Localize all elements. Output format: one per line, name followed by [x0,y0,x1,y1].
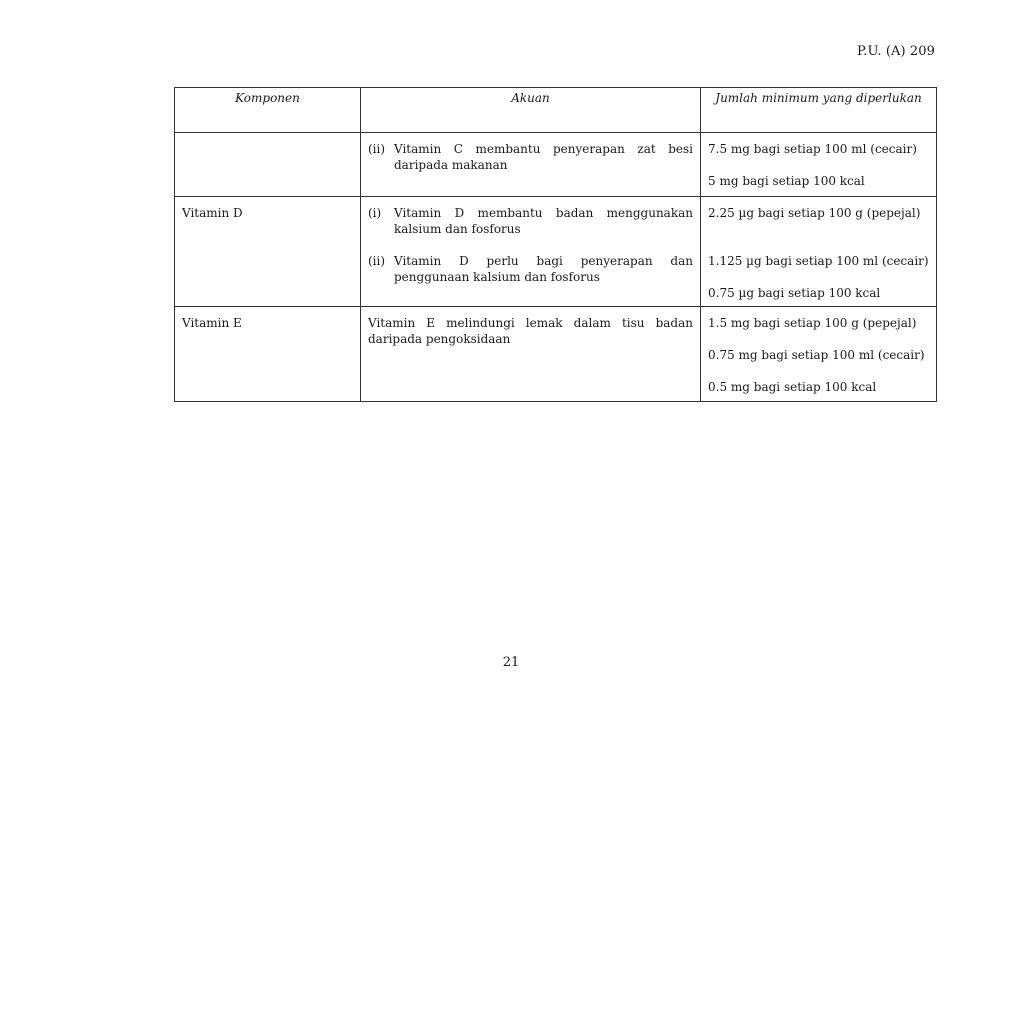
page-number: 21 [502,655,520,670]
table-header-row [175,88,937,133]
amount-value: 5 mg bagi setiap 100 kcal [708,174,865,188]
claim-item: (i) Vitamin D membantu badan menggunakan kalsium dan fosforus [368,206,693,236]
claim-cell [361,133,701,197]
claim-item: (ii) Vitamin D perlu bagi penyerapan dan penggunaan kalsium dan fosforus [368,254,693,284]
table-row [175,307,937,402]
amount-cell [701,133,937,197]
amount-cell [701,307,937,402]
component-cell: Vitamin E [175,307,361,402]
component-cell: Vitamin D [175,197,361,307]
document-reference: P.U. (A) 209 [857,44,935,59]
nutrient-claims-table [174,87,937,402]
component-cell [175,133,361,197]
claim-cell [361,197,701,307]
claim-item: (ii) Vitamin C membantu penyerapan zat besi daripada makanan [368,142,693,172]
amount-value: 0.75 mg bagi setiap 100 ml (cecair) [708,348,925,362]
table-row [175,197,937,307]
claim-cell [361,307,701,402]
table-row [175,133,937,197]
amount-value: 1.5 mg bagi setiap 100 g (pepejal) [708,316,917,330]
column-header-komponen: Komponen [175,88,361,133]
amount-value: 7.5 mg bagi setiap 100 ml (cecair) [708,142,917,156]
column-header-jumlah: Jumlah minimum yang diperlukan [701,88,937,133]
claim-text: Vitamin E melindungi lemak dalam tisu badan daripada pengoksidaan [368,316,693,346]
amount-value: 0.75 µg bagi setiap 100 kcal [708,286,881,300]
amount-cell [701,197,937,307]
amount-value: 2.25 µg bagi setiap 100 g (pepejal) [708,206,921,220]
amount-value: 0.5 mg bagi setiap 100 kcal [708,380,877,394]
column-header-akuan: Akuan [361,88,701,133]
amount-value: 1.125 µg bagi setiap 100 ml (cecair) [708,254,929,268]
